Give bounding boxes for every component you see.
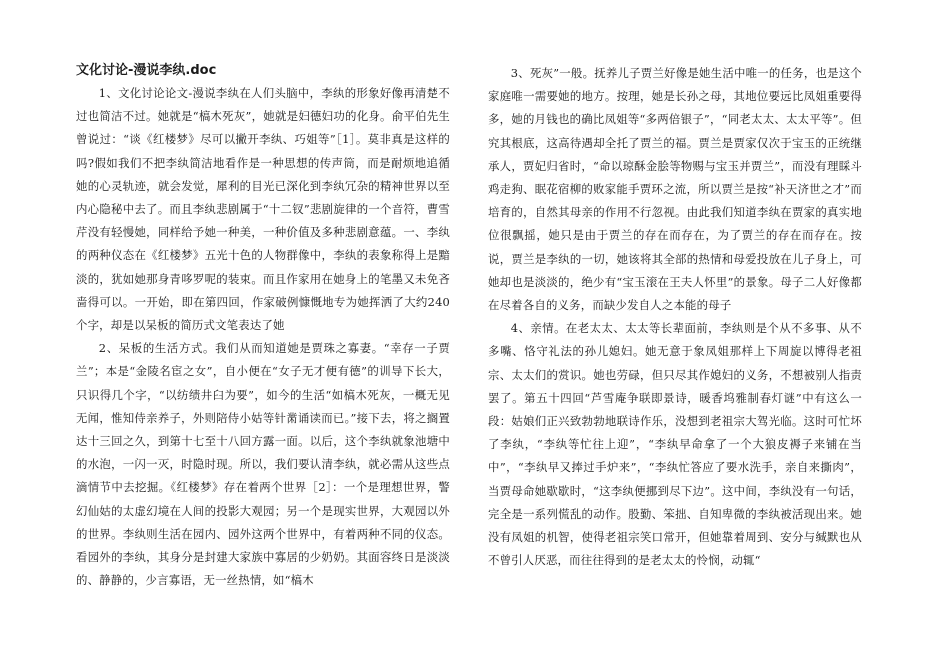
paragraph-2: 2、呆板的生活方式。我们从而知道她是贾珠之寡妻。“幸存一子贾兰”；本是“金陵名宦之女”，自小便在“女子无才便有德”的训导下长大，只识得几个字，“以纺绩井臼为要”，如今的生活“如槁木死灰，一概无见无闻，惟知侍亲养子，外则陪侍小姑等针黹诵读而已。”接下去，将之搁置达十三回之久，到第十七至十八回方露一面。以后，这个李纨就象池塘中的水泡，一闪一灭，时隐时现。所以，我们要认清李纨，就必需从这些点滴情节中去挖掘。《红楼梦》存在着两个世界［2］：一个是理想世界，警幻仙姑的太虚幻境在人间的投影大观园；另一个是现实世界，大观园以外的世界。李纨则生活在园内、园外这两个世界中，有着两种不同的仪态。看园外的李纨，其身分是封建大家族中寡居的少奶奶。其面容终日是淡淡的、静静的，少言寡语，无一丝热情，如“槁木 bbox=[76, 341, 450, 588]
document-title: 文化讨论-漫说李纨.doc bbox=[76, 63, 217, 78]
paragraph-4: 4、亲情。在老太太、太太等长辈面前，李纨则是个从不多事、从不多嘴、恪守礼法的孙儿媳妇。她无意于象凤姐那样上下周旋以博得老祖宗、太太们的赏识。她也劳碌，但只尽其作媳妇的义务，不想被别人指责罢了。第五十四回“芦雪庵争联即景诗，暖香坞雅制春灯谜”中有这么一段：姑娘们正兴致勃勃地联诗作乐，没想到老祖宗大驾光临。这时可忙坏了李纨，“李纨等忙往上迎”，“李纨早命拿了一个大狼皮褥子来铺在当中”，“李纨早又捧过手炉来”，“李纨忙答应了要水洗手，亲自来撕肉”，当贾母命她歇歇时，“这李纨便挪到尽下边”。这中间，李纨没有一句话，完全是一系列慌乱的动作。股勤、笨拙、自知卑微的李纨被活现出来。她没有凤姐的机智，使得老祖宗笑口常开，但她靠着周到、安分与缄默也从不曾引人厌恶，而往往得到的是老太太的怜悯，动辄“ bbox=[488, 321, 862, 568]
paragraph-3: 3、死灰”一般。抚养儿子贾兰好像是她生活中唯一的任务，也是这个家庭唯一需要她的地方。按理，她是长孙之母，其地位要远比凤姐重要得多，她的月钱也的确比凤姐等“多两倍银子”，“同老太太、太太平等”。但究其根底，这高待遇却全托了贾兰的福。贾兰是贾家仅次于宝玉的正统继承人，贾妃归省时，“命以琼酥金脍等物赐与宝玉并贾兰”，而没有理睬斗鸡走狗、眠花宿柳的败家能手贾环之流，所以贾兰是按“补天济世之才”而培育的，自然其母亲的作用不行忽视。由此我们知道李纨在贾家的真实地位很飘摇，她只是由于贾兰的存在而存在，为了贾兰的存在而存在。按说，贾兰是李纨的一切，她该将其全部的热情和母爱投放在儿子身上，可她却也是淡淡的，绝少有“宝玉滚在王夫人怀里”的景象。母子二人好像都在尽着各自的义务，而缺少发自人之本能的母子 bbox=[488, 66, 862, 313]
left-column bbox=[76, 62, 450, 592]
right-column bbox=[488, 62, 862, 572]
paragraph-1: 1、文化讨论论文-漫说李纨在人们头脑中，李纨的形象好像再清楚不过也简洁不过。她就是“槁木死灰”，她就是妇德妇功的化身。俞平伯先生曾说过：“谈《红楼梦》尽可以撇开李纨、巧姐等”［1］。莫非真是这样的吗?假如我们不把李纨简洁地看作是一种思想的传声筒，而是耐烦地追循她的心灵轨迹，就会发觉，犀利的目光已深化到李纨冗杂的精神世界以至内心隐秘中去了。而且李纨悲剧属于“十二钗”悲剧旋律的一个音符，曹雪芹没有轻慢她，同样给予她一种美，一种价值及多种悲剧意蕴。一、李纨的两种仪态在《红楼梦》五光十色的人物群像中，李纨的表象称得上是黯淡的，犹如她那身青哆罗呢的装束。而且作家用在她身上的笔墨又未免吝啬得可以。一开始，即在第四回，作家破例慷慨地专为她挥洒了大约240个字，却是以呆板的简历式文笔表达了她 bbox=[76, 86, 450, 333]
